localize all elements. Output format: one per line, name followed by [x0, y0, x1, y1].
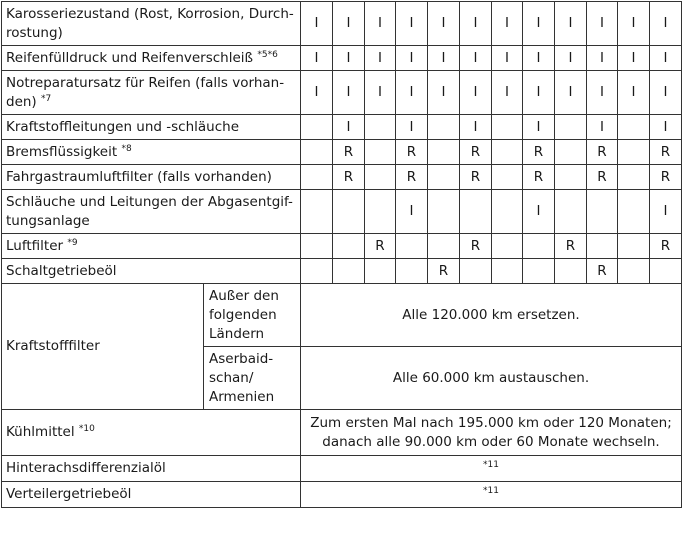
interval-mark [333, 259, 365, 284]
table-row [2, 46, 682, 71]
interval-mark [365, 165, 396, 190]
replacement-instruction: Alle 120.000 km ersetzen. [301, 284, 682, 347]
table-row [2, 482, 682, 508]
transfer-case-oil-label: Verteilergetriebeöl [2, 482, 301, 508]
interval-mark: R [365, 234, 396, 259]
interval-mark: R [460, 234, 492, 259]
footnote-ref: *5*6 [257, 49, 278, 60]
interval-mark: I [365, 46, 396, 71]
interval-mark: I [587, 71, 618, 115]
label-line: tungsanlage [6, 212, 90, 229]
interval-mark [365, 115, 396, 140]
interval-mark: I [333, 46, 365, 71]
maintenance-schedule-table [1, 1, 682, 508]
label-line: Karosseriezustand (Rost, Korrosion, Durch- [6, 5, 294, 22]
label-line: Notreparatursatz für Reifen (falls vorhan- [6, 74, 285, 91]
condition-line: schan/ [209, 369, 254, 386]
table-row [2, 190, 682, 234]
label-line: Reifenfülldruck und Reifenverschleiß [6, 49, 254, 66]
condition-line: Außer den [209, 287, 279, 304]
interval-mark [428, 234, 460, 259]
region-condition [204, 284, 301, 347]
interval-mark [460, 259, 492, 284]
interval-mark [365, 140, 396, 165]
condition-line: Ländern [209, 325, 265, 342]
coolant-label [2, 410, 301, 456]
table-row [2, 410, 682, 456]
interval-mark: R [650, 140, 682, 165]
rear-differential-oil-note [301, 456, 682, 482]
condition-line: folgenden [209, 306, 277, 323]
label-line: Schaltgetriebeöl [6, 262, 117, 279]
interval-mark: I [301, 2, 333, 46]
interval-mark: I [396, 71, 428, 115]
interval-mark: I [587, 115, 618, 140]
label-line: Fahrgastraumluftfilter (falls vorhanden) [6, 168, 272, 185]
interval-mark [587, 190, 618, 234]
fuel-filter-label: Kraftstofffilter [2, 284, 204, 410]
interval-mark [301, 259, 333, 284]
interval-mark: R [650, 165, 682, 190]
maintenance-item [2, 140, 301, 165]
interval-mark: I [428, 46, 460, 71]
table-row [2, 234, 682, 259]
interval-mark: I [523, 71, 555, 115]
interval-mark [428, 190, 460, 234]
interval-mark: R [587, 165, 618, 190]
label-line: Schläuche und Leitungen der Abgasentgif- [6, 193, 293, 210]
instruction-line: danach alle 90.000 km oder 60 Monate wechseln. [322, 433, 660, 450]
footnote-ref: *10 [78, 424, 95, 434]
interval-mark: R [428, 259, 460, 284]
table-row [2, 259, 682, 284]
interval-mark [618, 234, 650, 259]
maintenance-item [2, 190, 301, 234]
interval-mark [492, 140, 523, 165]
interval-mark: I [301, 71, 333, 115]
interval-mark: I [587, 2, 618, 46]
maintenance-item [2, 115, 301, 140]
table-row [2, 284, 682, 347]
region-condition [204, 347, 301, 410]
interval-mark: R [523, 165, 555, 190]
interval-mark: I [301, 46, 333, 71]
interval-mark: I [650, 2, 682, 46]
interval-mark: R [396, 165, 428, 190]
interval-mark: I [460, 71, 492, 115]
interval-mark: R [587, 140, 618, 165]
interval-mark: I [523, 190, 555, 234]
label-line: rostung) [6, 24, 63, 41]
interval-mark: I [523, 46, 555, 71]
label-line: Kraftstoffleitungen und -schläuche [6, 118, 240, 135]
transfer-case-oil-note [301, 482, 682, 508]
table-row [2, 2, 682, 46]
table-row [2, 456, 682, 482]
interval-mark: I [555, 46, 587, 71]
maintenance-item [2, 71, 301, 115]
interval-mark: I [460, 46, 492, 71]
interval-mark [492, 190, 523, 234]
interval-mark: I [650, 115, 682, 140]
coolant-label-text: Kühlmittel [6, 424, 75, 440]
interval-mark [618, 165, 650, 190]
interval-mark: I [396, 115, 428, 140]
interval-mark [555, 190, 587, 234]
interval-mark [428, 165, 460, 190]
interval-mark [428, 115, 460, 140]
interval-mark [555, 115, 587, 140]
table-body [2, 2, 682, 508]
interval-mark: I [428, 71, 460, 115]
interval-mark: I [618, 71, 650, 115]
interval-mark: R [555, 234, 587, 259]
interval-mark [301, 165, 333, 190]
instruction-line: Zum ersten Mal nach 195.000 km oder 120 Monaten; [310, 414, 672, 431]
label-line: Luftfilter [6, 237, 64, 254]
footnote-ref: *11 [483, 460, 499, 470]
interval-mark: R [333, 140, 365, 165]
interval-mark: I [460, 2, 492, 46]
table-row [2, 140, 682, 165]
maintenance-item [2, 165, 301, 190]
footnote-ref: *7 [41, 93, 52, 104]
maintenance-item [2, 259, 301, 284]
footnote-ref: *8 [121, 143, 132, 154]
interval-mark [587, 234, 618, 259]
interval-mark: R [460, 140, 492, 165]
interval-mark: I [396, 2, 428, 46]
footnote-ref: *9 [67, 237, 78, 248]
interval-mark: I [618, 2, 650, 46]
interval-mark [523, 259, 555, 284]
interval-mark [333, 234, 365, 259]
label-line: den) [6, 93, 37, 110]
replacement-instruction: Alle 60.000 km austauschen. [301, 347, 682, 410]
interval-mark: I [555, 2, 587, 46]
footnote-ref: *11 [483, 486, 499, 496]
interval-mark [301, 190, 333, 234]
condition-line: Aserbaid- [209, 350, 274, 367]
interval-mark [365, 190, 396, 234]
interval-mark: I [650, 71, 682, 115]
maintenance-item [2, 234, 301, 259]
label-line: Bremsflüssigkeit [6, 143, 118, 160]
condition-line: Armenien [209, 388, 275, 405]
interval-mark: R [650, 234, 682, 259]
table-row [2, 115, 682, 140]
interval-mark: R [523, 140, 555, 165]
interval-mark: I [365, 2, 396, 46]
interval-mark: I [650, 190, 682, 234]
interval-mark: I [333, 2, 365, 46]
interval-mark: I [396, 190, 428, 234]
interval-mark [492, 259, 523, 284]
interval-mark [460, 190, 492, 234]
interval-mark [492, 234, 523, 259]
interval-mark: I [428, 2, 460, 46]
interval-mark [301, 234, 333, 259]
interval-mark: I [333, 71, 365, 115]
interval-mark: I [333, 115, 365, 140]
interval-mark: I [396, 46, 428, 71]
interval-mark [618, 190, 650, 234]
interval-mark: I [365, 71, 396, 115]
interval-mark [555, 140, 587, 165]
interval-mark [650, 259, 682, 284]
interval-mark: I [650, 46, 682, 71]
interval-mark: R [460, 165, 492, 190]
coolant-instruction [301, 410, 682, 456]
interval-mark: I [555, 71, 587, 115]
interval-mark [618, 140, 650, 165]
interval-mark [333, 190, 365, 234]
interval-mark: I [587, 46, 618, 71]
interval-mark: R [587, 259, 618, 284]
interval-mark [618, 115, 650, 140]
interval-mark [492, 115, 523, 140]
interval-mark: R [333, 165, 365, 190]
interval-mark: I [492, 46, 523, 71]
interval-mark: I [523, 2, 555, 46]
interval-mark [301, 115, 333, 140]
interval-mark: I [618, 46, 650, 71]
interval-mark [555, 259, 587, 284]
interval-mark [492, 165, 523, 190]
interval-mark: I [523, 115, 555, 140]
rear-differential-oil-label: Hinterachsdifferenzialöl [2, 456, 301, 482]
interval-mark [396, 259, 428, 284]
maintenance-item [2, 2, 301, 46]
interval-mark: I [460, 115, 492, 140]
table-row [2, 71, 682, 115]
interval-mark [523, 234, 555, 259]
interval-mark [428, 140, 460, 165]
interval-mark [396, 234, 428, 259]
interval-mark [301, 140, 333, 165]
interval-mark [555, 165, 587, 190]
interval-mark: R [396, 140, 428, 165]
maintenance-item [2, 46, 301, 71]
interval-mark: I [492, 2, 523, 46]
interval-mark [365, 259, 396, 284]
interval-mark [618, 259, 650, 284]
interval-mark: I [492, 71, 523, 115]
table-row [2, 165, 682, 190]
